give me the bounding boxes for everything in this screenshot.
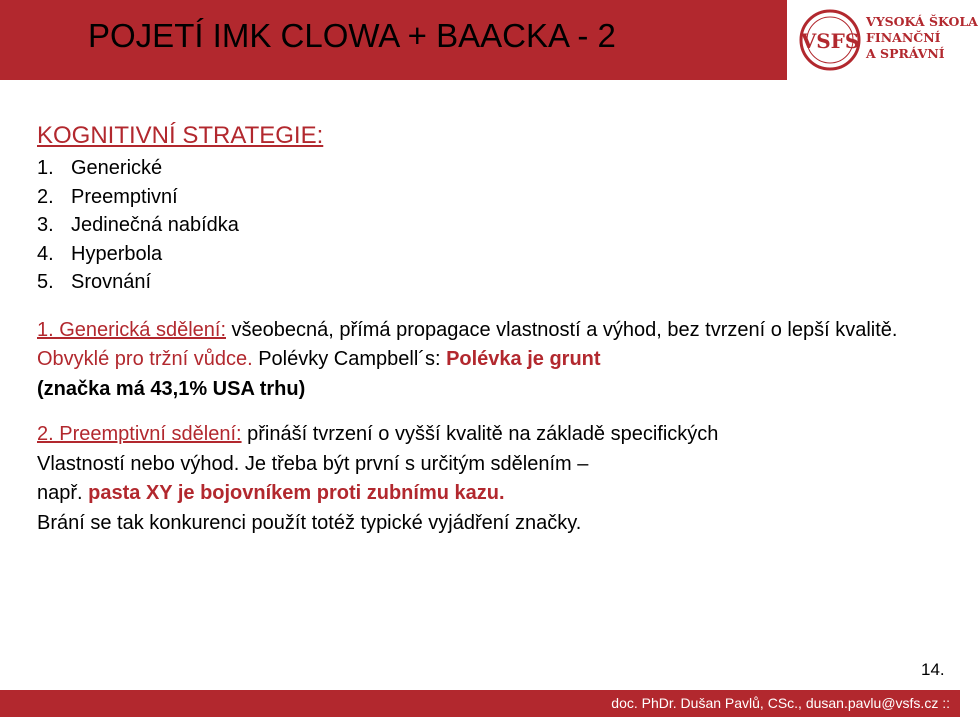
list-item [37, 211, 947, 240]
generic-message-label: 1. Generická sdělení: [37, 318, 226, 341]
footer-bar [0, 690, 960, 717]
list-item-number: 2. [37, 185, 54, 208]
list-item-label: Preemptivní [71, 185, 178, 208]
preemptive-message-label: 2. Preemptivní sdělení: [37, 423, 242, 445]
list-item [37, 183, 947, 212]
footer-author: doc. PhDr. Dušan Pavlů, CSc., dusan.pavlu@vsfs.cz :: [611, 695, 950, 711]
list-item [37, 154, 947, 183]
list-item [37, 240, 947, 269]
logo-monogram: VSFS [800, 29, 860, 53]
list-item-number: 4. [37, 242, 54, 265]
vsfs-logo [792, 0, 978, 80]
logo-line-1: VYSOKÁ ŠKOLA [866, 14, 978, 29]
logo-line-3: A SPRÁVNÍ [866, 46, 945, 61]
list-item-number: 5. [37, 271, 54, 293]
slide-content [37, 122, 947, 538]
list-item-label: Hyperbola [71, 242, 163, 265]
logo-line-2: FINANČNÍ [866, 30, 941, 45]
preemptive-line-2: Vlastností nebo výhod. Je třeba být první s určitým sdělením – [37, 452, 589, 475]
header-bar [0, 0, 787, 80]
section-heading: KOGNITIVNÍ STRATEGIE: [37, 122, 324, 149]
preemptive-example: pasta XY je bojovníkem proti zubnímu kazu. [88, 482, 505, 504]
slide-title: POJETÍ IMK CLOWA + BAACKA - 2 [88, 17, 616, 54]
preemptive-message-text: přináší tvrzení o vyšší kvalitě na základě specifických [241, 423, 719, 445]
logo-wordmark [866, 14, 978, 62]
market-leader-note: Obvyklé pro tržní vůdce. [37, 348, 253, 370]
page-number: 14. [921, 660, 945, 679]
market-share-note: (značka má 43,1% USA trhu) [37, 377, 306, 400]
list-item-label: Jedinečná nabídka [71, 214, 239, 236]
preemptive-example-prefix: např. [37, 482, 89, 504]
list-item-number: 1. [37, 157, 54, 179]
generic-message-paragraph [37, 316, 947, 405]
list-item [37, 268, 947, 297]
generic-message-text: všeobecná, přímá propagace vlastností a výhod, bez tvrzení o lepší kvalitě. [226, 318, 898, 341]
list-item-label: Srovnání [71, 271, 152, 293]
vsfs-logo-emblem-icon [798, 4, 862, 76]
campbell-example: Polévky Campbell´s: [252, 348, 447, 370]
list-item-number: 3. [37, 214, 54, 236]
strategy-list [37, 154, 947, 297]
preemptive-message-paragraph [37, 420, 947, 538]
preemptive-line-4: Brání se tak konkurenci použít totéž typické vyjádření značky. [37, 511, 582, 534]
list-item-label: Generické [71, 157, 163, 179]
campbell-slogan: Polévka je grunt [446, 348, 601, 370]
